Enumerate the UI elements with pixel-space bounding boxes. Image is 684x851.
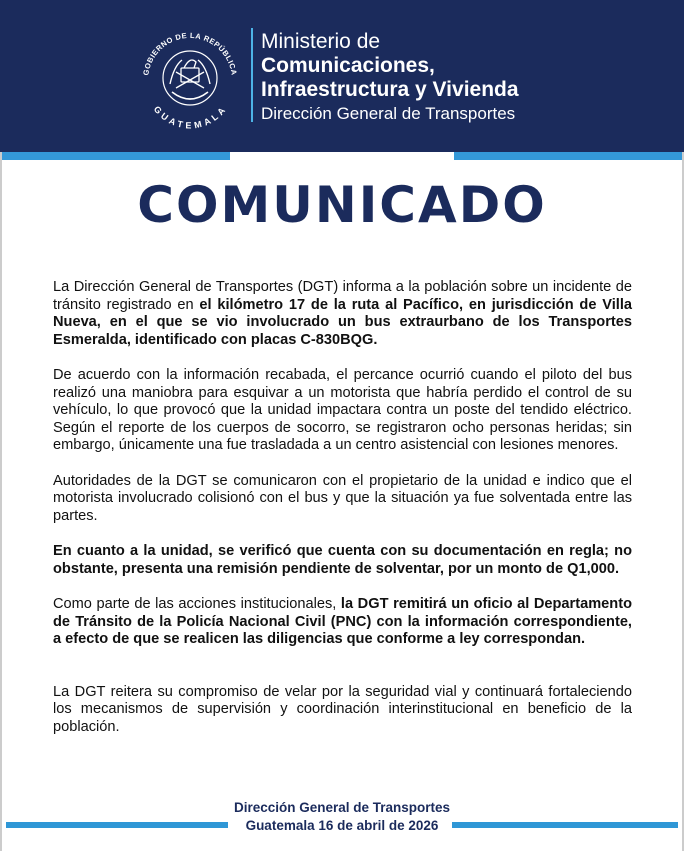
paragraph-1-bold: el kilómetro 17 de la ruta al Pacífico, en jurisdicción de Villa Nueva, en el que se vio involucrado un bus extraurbano de los Transportes Esmeralda, identificado con placas C-830BQG.	[53, 296, 633, 348]
paragraph-6: La DGT reitera su compromiso de velar por la seguridad vial y continuará fortaleciendo los mecanismos de supervisión y coordinación interinstitucional en beneficio de la población.	[53, 683, 632, 735]
guatemala-coat-of-arms-seal	[134, 22, 246, 134]
press-release-body	[53, 279, 632, 736]
paragraph-4	[53, 543, 632, 578]
footer-bar-left	[6, 822, 228, 828]
footer-line-1: Dirección General de Transportes	[233, 800, 451, 815]
page-title: COMUNICADO	[137, 176, 547, 234]
ministry-line-3: Infraestructura y Vivienda	[261, 78, 519, 101]
paragraph-5	[53, 596, 632, 649]
ministry-line-4: Dirección General de Transportes	[261, 104, 516, 123]
paragraph-5-intro: Como parte de las acciones institucionales,	[53, 596, 341, 612]
paragraph-1-intro: La Dirección General de Transportes (DGT) informa a la población sobre un incidente de tránsito registrado en	[53, 279, 632, 313]
seal-text-bottom: GUATEMALA	[151, 104, 229, 131]
header-accent-gap	[230, 152, 454, 160]
ministry-wordmark	[261, 30, 519, 125]
paragraph-2: De acuerdo con la información recabada, el percance ocurrió cuando el piloto del bus realizó una maniobra para esquivar a un motorista que habría perdido el control de su vehículo, lo que provocó que la unidad impactara contra un poste del tendido eléctrico. Según el reporte de los cuerpos de socorro, se registraron ocho personas heridas; sin embargo, únicamente una fue trasladada a un centro asistencial con lesiones menores.	[53, 367, 632, 453]
header-divider	[251, 28, 253, 122]
paragraph-4-bold: En cuanto a la unidad, se verificó que cuenta con su documentación en regla; no obstante, presenta una remisión pendiente de solventar, por un monto de Q1,000.	[53, 543, 632, 577]
footer-bar-right	[452, 822, 678, 828]
left-border	[0, 152, 2, 851]
paragraph-5-bold: la DGT remitirá un oficio al Departamento de Tránsito de la Policía Nacional Civil (PNC) con la información correspondiente, a efecto de que se realicen las diligencias que conforme a ley correspondan.	[53, 596, 632, 647]
svg-text:GUATEMALA	[152, 104, 229, 130]
paragraph-3: Autoridades de la DGT se comunicaron con el propietario de la unidad e indico que el motorista involucrado colisionó con el bus y que la situación ya fue solventada entre las partes.	[53, 472, 632, 524]
svg-text:GOBIERNO DE LA REPÚBLICA	[141, 31, 239, 76]
ministry-line-1: Ministerio de	[261, 30, 381, 53]
footer-signature	[0, 799, 684, 835]
header-banner	[0, 0, 684, 152]
seal-text-top: GOBIERNO DE LA REPÚBLICA	[141, 30, 239, 77]
ministry-line-2: Comunicaciones,	[261, 54, 435, 77]
footer-line-2: Guatemala 16 de abril de 2026	[245, 818, 439, 833]
paragraph-1	[53, 279, 632, 349]
